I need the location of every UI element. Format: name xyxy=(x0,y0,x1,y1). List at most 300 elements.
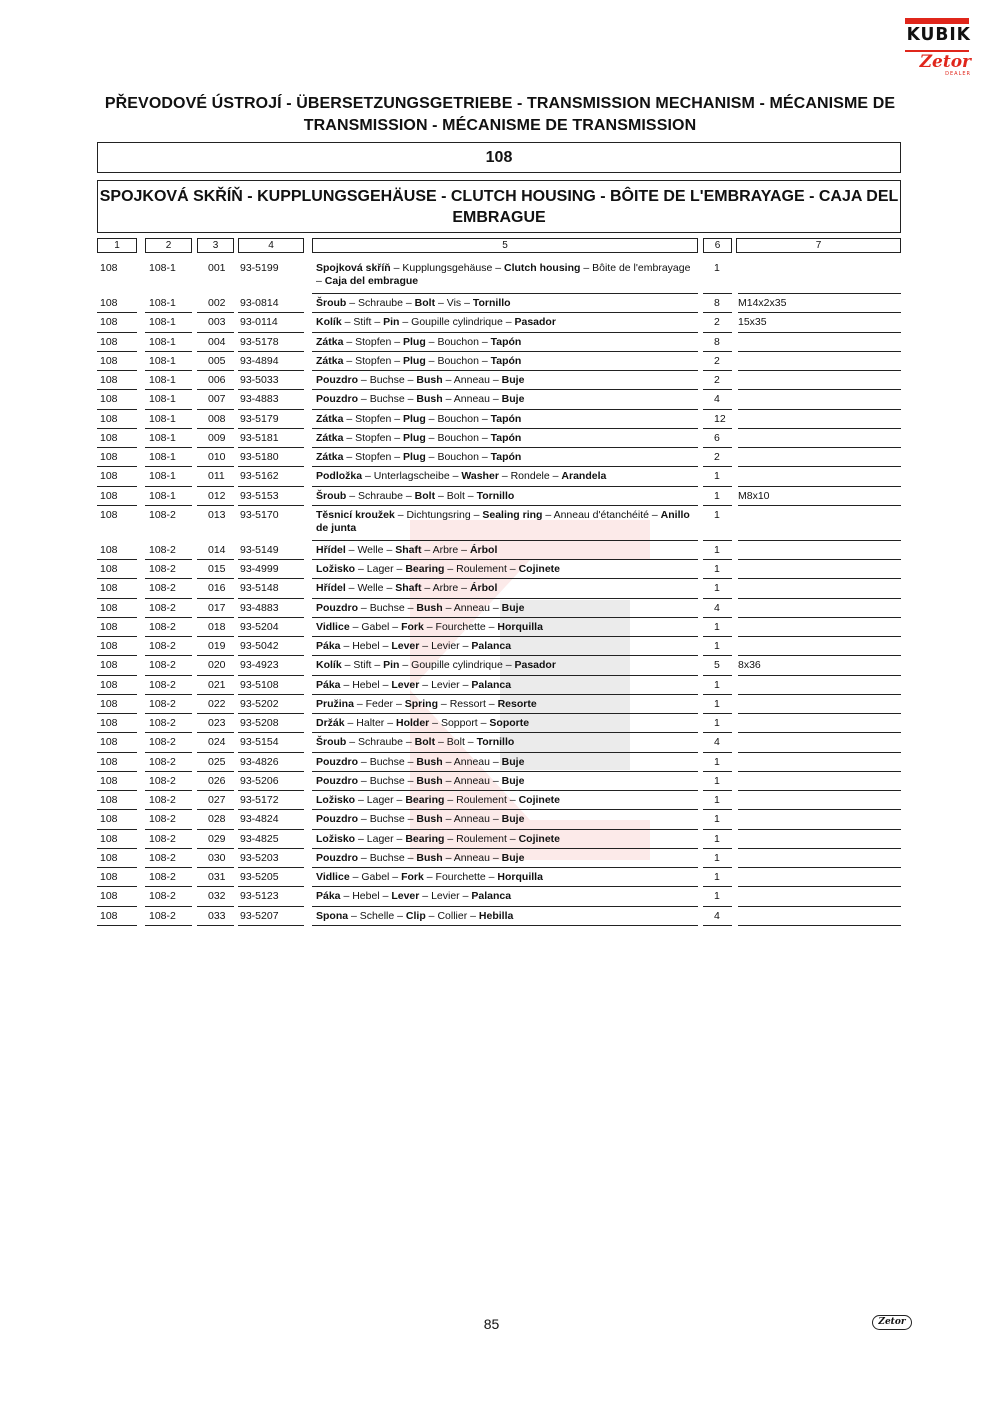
separator: – xyxy=(340,890,353,903)
separator: – xyxy=(379,640,392,652)
desc-fr: Roulement xyxy=(456,794,507,806)
desc-en: Shaft xyxy=(395,582,422,595)
separator: – xyxy=(404,601,417,614)
desc-en: Bush xyxy=(416,393,443,406)
desc-es: Buje xyxy=(501,374,525,386)
cell-position: 020 xyxy=(208,659,226,672)
desc-de: Schraube xyxy=(358,489,403,502)
cell-group: 108 xyxy=(100,431,118,444)
desc-es: Cojinete xyxy=(518,563,560,575)
cell-position: 027 xyxy=(208,794,226,806)
desc-cz: Držák xyxy=(316,717,345,729)
cell-part-number: 93-5199 xyxy=(240,262,279,274)
desc-de: Hebel xyxy=(352,678,380,691)
desc-fr: Bouchon xyxy=(437,335,479,348)
cell-quantity: 1 xyxy=(714,563,720,575)
separator: – xyxy=(343,431,356,444)
desc-fr: Ressort xyxy=(449,697,486,710)
cell-description xyxy=(316,736,698,749)
table-row xyxy=(0,352,991,371)
desc-de: Welle xyxy=(357,582,384,595)
desc-en: Lever xyxy=(391,890,420,903)
desc-cz: Pouzdro xyxy=(316,374,358,386)
cell-part-number: 93-0114 xyxy=(240,316,278,329)
desc-cz: Spona xyxy=(316,909,349,922)
cell-group: 108 xyxy=(100,813,118,826)
separator: – xyxy=(391,354,404,367)
column-header: 7 xyxy=(736,238,901,253)
desc-de: Schelle xyxy=(359,909,395,922)
separator: – xyxy=(383,582,396,595)
cell-note: 8x36 xyxy=(738,659,761,672)
desc-cz: Zátka xyxy=(316,354,344,367)
cell-group: 108 xyxy=(100,412,118,425)
separator: – xyxy=(419,678,432,691)
separator: – xyxy=(425,451,438,463)
cell-part-number: 93-5153 xyxy=(240,489,279,502)
cell-quantity: 1 xyxy=(714,871,720,883)
separator: – xyxy=(341,659,354,672)
separator: – xyxy=(419,640,432,652)
cell-subgroup: 108-2 xyxy=(149,736,176,749)
separator: – xyxy=(393,697,405,710)
cell-quantity: 1 xyxy=(714,508,720,521)
desc-es: Resorte xyxy=(497,697,537,710)
table-row xyxy=(0,637,991,656)
separator: – xyxy=(340,640,353,652)
cell-description xyxy=(316,297,698,310)
desc-fr: Fourchette xyxy=(435,871,486,883)
cell-quantity: 4 xyxy=(714,601,720,614)
separator: – xyxy=(477,717,490,729)
desc-fr: Anneau xyxy=(453,393,490,406)
desc-en: Lever xyxy=(391,678,420,691)
desc-es: Tapón xyxy=(490,412,522,425)
separator: – xyxy=(391,412,404,425)
cell-part-number: 93-5180 xyxy=(240,451,279,463)
separator: – xyxy=(489,601,502,614)
desc-fr: Fourchette xyxy=(435,620,486,633)
table-row xyxy=(0,733,991,752)
desc-en: Bearing xyxy=(405,563,445,575)
separator: – xyxy=(498,470,511,483)
desc-cz: Zátka xyxy=(316,431,344,444)
cell-part-number: 93-4999 xyxy=(240,563,279,575)
cell-quantity: 1 xyxy=(714,774,720,787)
cell-group: 108 xyxy=(100,508,118,521)
cell-quantity: 2 xyxy=(714,374,720,386)
separator: – xyxy=(402,297,415,309)
desc-cz: Vidlice xyxy=(316,620,350,633)
cell-group: 108 xyxy=(100,774,118,787)
cell-quantity: 1 xyxy=(714,489,720,502)
separator: – xyxy=(425,909,438,922)
desc-en: Bolt xyxy=(414,489,436,502)
desc-en: Plug xyxy=(403,335,426,348)
cell-description xyxy=(316,563,698,576)
separator: – xyxy=(442,813,454,826)
cell-position: 003 xyxy=(208,316,226,329)
cell-description xyxy=(316,355,698,368)
cell-description xyxy=(316,640,698,653)
cell-position: 029 xyxy=(208,832,226,845)
table-row xyxy=(0,333,991,352)
separator: – xyxy=(461,297,473,309)
desc-cz: Pouzdro xyxy=(316,774,358,787)
cell-position: 005 xyxy=(208,354,226,367)
cell-description xyxy=(316,775,698,788)
separator: – xyxy=(402,489,415,502)
cell-subgroup: 108-1 xyxy=(149,451,176,463)
cell-quantity: 2 xyxy=(714,354,720,367)
cell-description xyxy=(316,509,698,535)
separator: – xyxy=(423,871,436,883)
desc-fr: Anneau xyxy=(453,774,490,787)
desc-fr: Rondele xyxy=(510,470,550,483)
desc-fr: Bouchon xyxy=(437,431,479,444)
cell-subgroup: 108-1 xyxy=(149,335,176,348)
desc-es: Palanca xyxy=(471,678,512,691)
desc-fr: Goupille cylindrique xyxy=(411,659,503,672)
cell-subgroup: 108-1 xyxy=(149,262,176,274)
cell-description xyxy=(316,490,698,503)
desc-de: Gabel xyxy=(361,871,390,883)
cell-group: 108 xyxy=(100,335,118,348)
desc-fr: Roulement xyxy=(456,563,507,575)
desc-es: Horquilla xyxy=(497,871,543,883)
separator: – xyxy=(435,297,447,309)
row-underline xyxy=(703,925,732,926)
desc-es: Tornillo xyxy=(472,297,511,309)
separator: – xyxy=(349,871,362,883)
cell-subgroup: 108-2 xyxy=(149,813,176,826)
separator: – xyxy=(349,620,362,633)
table-row xyxy=(0,579,991,598)
desc-en: Plug xyxy=(403,431,426,444)
desc-cz: Podložka xyxy=(316,470,363,483)
desc-en: Washer xyxy=(461,470,499,483)
desc-de: Halter xyxy=(356,717,385,729)
separator: – xyxy=(393,832,406,845)
zetor-logo-text: Zetor xyxy=(919,52,971,72)
desc-cz: Pružina xyxy=(316,697,354,710)
cell-quantity: 1 xyxy=(714,755,720,768)
separator: – xyxy=(502,659,515,672)
cell-quantity: 8 xyxy=(714,297,720,309)
desc-fr: Anneau xyxy=(453,601,490,614)
row-underline xyxy=(145,925,192,926)
cell-part-number: 93-5162 xyxy=(240,470,279,483)
cell-position: 028 xyxy=(208,813,226,826)
desc-en: Shaft xyxy=(395,543,422,556)
separator: – xyxy=(343,451,356,463)
separator: – xyxy=(449,470,462,483)
cell-position: 021 xyxy=(208,678,226,691)
table-row xyxy=(0,618,991,637)
table-row xyxy=(0,772,991,791)
desc-fr: Anneau xyxy=(453,813,490,826)
separator: – xyxy=(502,316,515,329)
column-header: 3 xyxy=(197,238,234,253)
table-row xyxy=(0,656,991,675)
cell-quantity: 1 xyxy=(714,470,720,483)
separator: – xyxy=(489,813,502,826)
cell-part-number: 93-5172 xyxy=(240,794,279,806)
cell-subgroup: 108-2 xyxy=(149,582,176,595)
cell-group: 108 xyxy=(100,393,118,406)
cell-position: 026 xyxy=(208,774,226,787)
table-row xyxy=(0,714,991,733)
desc-es: Tornillo xyxy=(476,489,515,502)
desc-cz: Šroub xyxy=(316,297,347,309)
cell-group: 108 xyxy=(100,909,118,922)
separator: – xyxy=(478,451,491,463)
separator: – xyxy=(404,755,417,768)
separator: – xyxy=(404,813,417,826)
desc-cz: Pouzdro xyxy=(316,851,358,864)
cell-position: 013 xyxy=(208,508,226,521)
desc-cz: Zátka xyxy=(316,451,344,463)
desc-en: Bolt xyxy=(414,736,436,749)
desc-es: Arandela xyxy=(561,470,607,483)
separator: – xyxy=(648,508,661,521)
separator: – xyxy=(478,335,491,348)
separator: – xyxy=(345,582,358,595)
desc-de: Schraube xyxy=(358,297,403,309)
desc-cz: Pouzdro xyxy=(316,755,358,768)
desc-cz: Zátka xyxy=(316,335,344,348)
cell-position: 025 xyxy=(208,755,226,768)
separator: – xyxy=(425,335,438,348)
cell-position: 006 xyxy=(208,374,226,386)
cell-position: 009 xyxy=(208,431,226,444)
desc-en: Bush xyxy=(416,755,443,768)
cell-quantity: 1 xyxy=(714,262,720,274)
cell-part-number: 93-4826 xyxy=(240,755,279,768)
cell-quantity: 1 xyxy=(714,851,720,864)
separator: – xyxy=(425,354,438,367)
cell-description xyxy=(316,413,698,426)
cell-description xyxy=(316,582,698,595)
desc-de: Dichtungsring xyxy=(406,508,471,521)
cell-part-number: 93-4883 xyxy=(240,601,279,614)
table-row xyxy=(0,753,991,772)
separator: – xyxy=(346,736,359,749)
desc-de: Buchse xyxy=(369,851,405,864)
cell-subgroup: 108-2 xyxy=(149,774,176,787)
separator: – xyxy=(489,755,502,768)
separator: – xyxy=(444,794,457,806)
cell-part-number: 93-5205 xyxy=(240,871,279,883)
separator: – xyxy=(489,393,502,406)
cell-subgroup: 108-2 xyxy=(149,890,176,903)
desc-en: Fork xyxy=(401,871,424,883)
desc-de: Lager xyxy=(366,563,394,575)
cell-description xyxy=(316,871,698,884)
row-underline xyxy=(312,925,698,926)
desc-es: Buje xyxy=(501,774,525,787)
separator: – xyxy=(478,354,491,367)
desc-es: Buje xyxy=(501,813,525,826)
desc-cz: Pouzdro xyxy=(316,813,358,826)
cell-group: 108 xyxy=(100,890,118,903)
separator: – xyxy=(379,678,392,691)
kubik-logo-text: KUBIK xyxy=(906,24,971,45)
table-row xyxy=(0,467,991,486)
table-row xyxy=(0,868,991,887)
cell-note: 15x35 xyxy=(738,316,767,329)
cell-subgroup: 108-1 xyxy=(149,374,176,386)
desc-es: Anillo de junta xyxy=(316,508,690,534)
column-header: 6 xyxy=(703,238,732,253)
separator: – xyxy=(371,659,384,672)
separator: – xyxy=(506,794,519,806)
desc-cz: Spojková skříň xyxy=(316,262,391,274)
separator: – xyxy=(394,508,407,521)
desc-fr: Anneau d'étanchéité xyxy=(553,508,649,521)
desc-es: Buje xyxy=(501,601,525,614)
desc-es: Árbol xyxy=(469,582,498,595)
desc-cz: Vidlice xyxy=(316,871,350,883)
cell-position: 012 xyxy=(208,489,226,502)
cell-part-number: 93-5203 xyxy=(240,851,279,864)
separator: – xyxy=(358,601,370,614)
cell-subgroup: 108-2 xyxy=(149,508,176,521)
table-row xyxy=(0,448,991,467)
desc-fr: Bouchon xyxy=(437,354,479,367)
cell-group: 108 xyxy=(100,871,118,883)
table-row xyxy=(0,294,991,313)
cell-position: 017 xyxy=(208,601,226,614)
table-row xyxy=(0,695,991,714)
separator: – xyxy=(419,890,432,903)
cell-quantity: 1 xyxy=(714,890,720,903)
separator: – xyxy=(404,374,417,386)
separator: – xyxy=(442,774,454,787)
desc-de: Hebel xyxy=(352,890,380,903)
cell-part-number: 93-5154 xyxy=(240,736,279,749)
cell-description xyxy=(316,262,698,288)
table-row xyxy=(0,429,991,448)
separator: – xyxy=(458,543,470,556)
cell-quantity: 2 xyxy=(714,316,720,329)
separator: – xyxy=(442,755,454,768)
separator: – xyxy=(379,890,392,903)
separator: – xyxy=(355,563,367,575)
cell-position: 015 xyxy=(208,563,226,575)
column-header-row xyxy=(97,238,901,253)
desc-en: Bearing xyxy=(405,832,445,845)
cell-group: 108 xyxy=(100,620,118,633)
cell-description xyxy=(316,756,698,769)
cell-subgroup: 108-2 xyxy=(149,620,176,633)
desc-en: Bush xyxy=(416,374,443,386)
desc-de: Unterlagscheibe xyxy=(373,470,450,483)
separator: – xyxy=(485,697,498,710)
separator: – xyxy=(435,736,447,749)
cell-part-number: 93-5148 xyxy=(240,582,279,595)
separator: – xyxy=(489,851,502,864)
table-row xyxy=(0,907,991,926)
separator: – xyxy=(485,871,498,883)
separator: – xyxy=(389,871,402,883)
cell-quantity: 1 xyxy=(714,717,720,729)
cell-description xyxy=(316,544,698,557)
desc-fr: Bolt xyxy=(446,736,465,749)
desc-en: Bush xyxy=(416,813,443,826)
desc-en: Clutch housing xyxy=(504,262,581,274)
separator: – xyxy=(435,489,447,502)
desc-es: Horquilla xyxy=(497,620,543,633)
desc-de: Stopfen xyxy=(355,335,392,348)
cell-subgroup: 108-2 xyxy=(149,640,176,652)
cell-subgroup: 108-2 xyxy=(149,563,176,575)
cell-position: 019 xyxy=(208,640,226,652)
desc-cz: Ložisko xyxy=(316,563,356,575)
cell-subgroup: 108-2 xyxy=(149,909,176,922)
separator: – xyxy=(399,659,412,672)
desc-es: Buje xyxy=(501,851,525,864)
desc-es: Cojinete xyxy=(518,794,560,806)
desc-de: Stopfen xyxy=(355,451,392,463)
cell-part-number: 93-5033 xyxy=(240,374,279,386)
desc-en: Plug xyxy=(403,354,426,367)
cell-group: 108 xyxy=(100,543,118,556)
cell-subgroup: 108-1 xyxy=(149,431,176,444)
cell-subgroup: 108-2 xyxy=(149,851,176,864)
desc-cz: Těsnicí kroužek xyxy=(316,508,395,521)
separator: – xyxy=(404,774,417,787)
desc-en: Spring xyxy=(404,697,438,710)
separator: – xyxy=(489,374,502,386)
cell-description xyxy=(316,794,698,807)
cell-description xyxy=(316,374,698,387)
cell-group: 108 xyxy=(100,489,118,502)
separator: – xyxy=(384,717,396,729)
cell-group: 108 xyxy=(100,794,118,806)
cell-description xyxy=(316,833,698,846)
desc-en: Bush xyxy=(416,601,443,614)
desc-de: Schraube xyxy=(358,736,403,749)
desc-cz: Kolík xyxy=(316,316,342,329)
cell-subgroup: 108-2 xyxy=(149,755,176,768)
desc-de: Buchse xyxy=(369,393,405,406)
desc-es: Tapón xyxy=(490,354,522,367)
desc-es: Soporte xyxy=(489,717,530,729)
separator: – xyxy=(358,851,370,864)
table-row xyxy=(0,849,991,868)
page-number: 85 xyxy=(483,1316,500,1332)
cell-subgroup: 108-1 xyxy=(149,470,176,483)
separator: – xyxy=(316,275,325,287)
kubik-logo xyxy=(905,18,969,52)
cell-part-number: 93-4824 xyxy=(240,813,279,826)
cell-group: 108 xyxy=(100,755,118,768)
desc-en: Bearing xyxy=(405,794,445,806)
desc-fr: Sopport xyxy=(440,717,478,729)
cell-group: 108 xyxy=(100,374,118,386)
desc-de: Lager xyxy=(366,794,394,806)
cell-position: 010 xyxy=(208,451,226,463)
separator: – xyxy=(421,543,433,556)
desc-es: Palanca xyxy=(471,640,512,652)
desc-de: Buchse xyxy=(369,774,405,787)
cell-quantity: 1 xyxy=(714,678,720,691)
separator: – xyxy=(358,755,370,768)
cell-part-number: 93-5181 xyxy=(240,431,279,444)
separator: – xyxy=(425,431,438,444)
desc-en: Fork xyxy=(401,620,424,633)
